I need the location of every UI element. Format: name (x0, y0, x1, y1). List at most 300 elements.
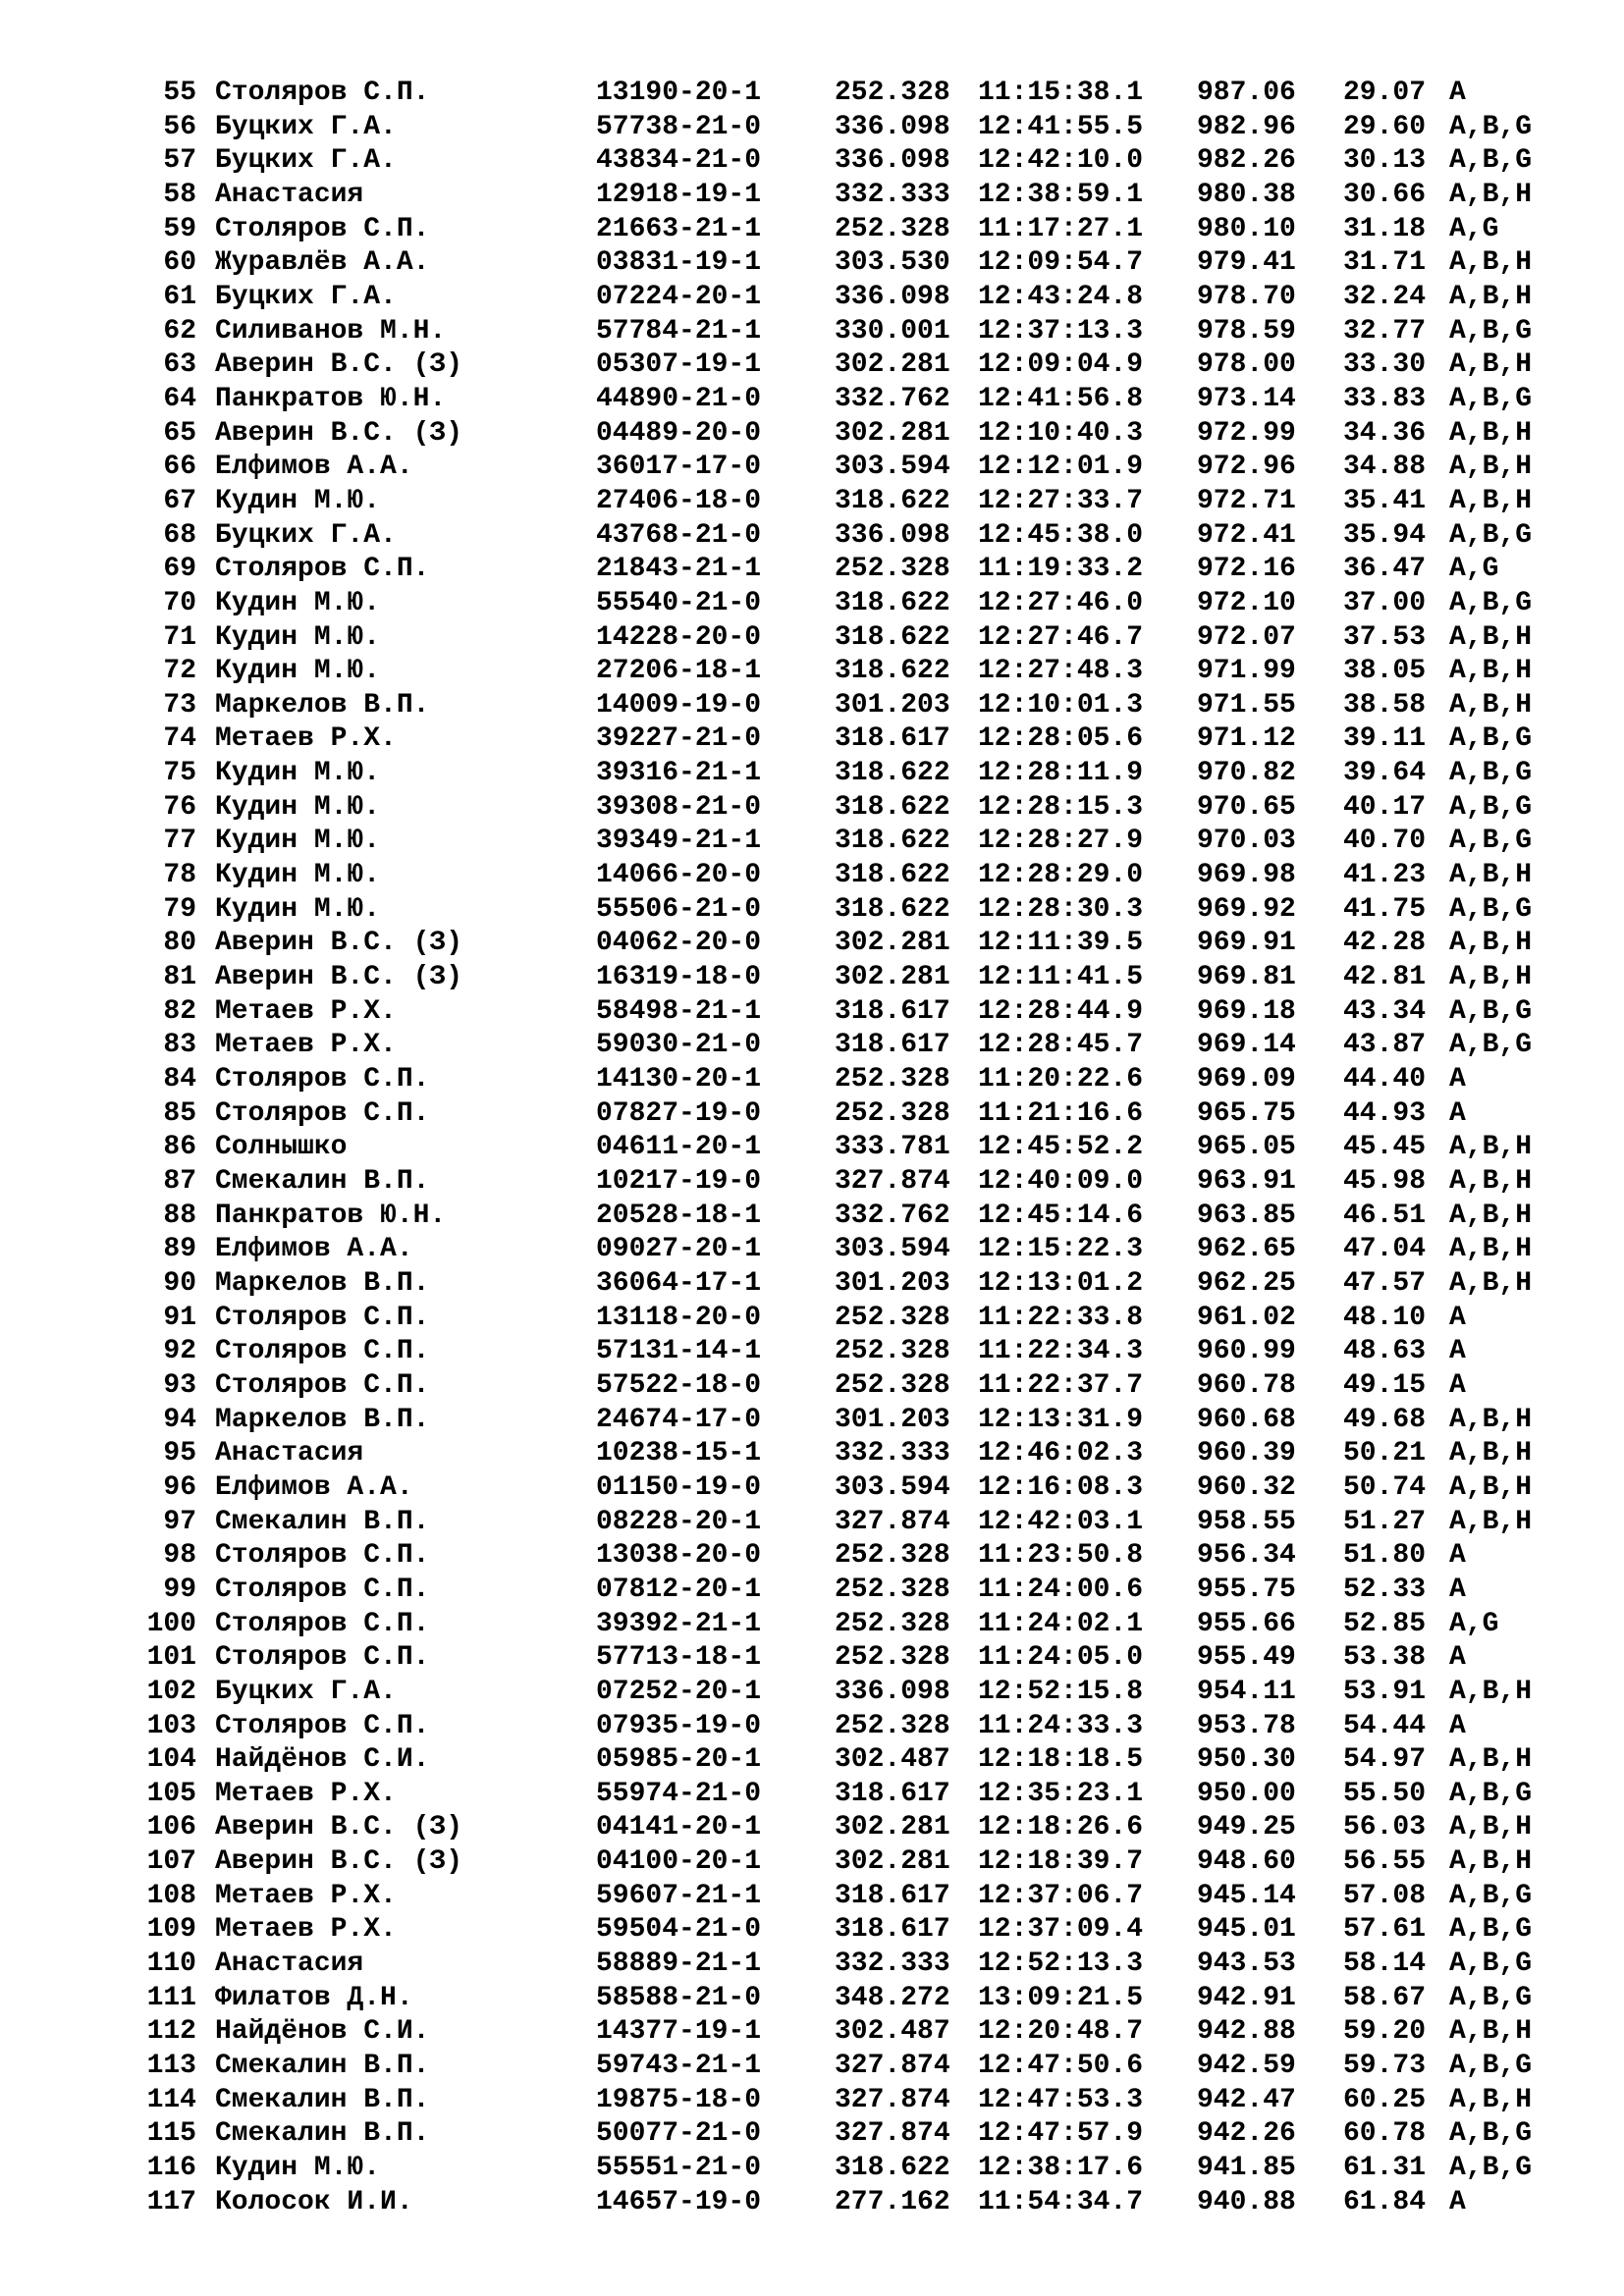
arrival-time: 12:12:01.9 (978, 452, 1144, 483)
points: 38.58 (1343, 689, 1427, 721)
ring-number: 14009-19-0 (596, 689, 762, 721)
ring-number: 04100-20-1 (596, 1846, 762, 1878)
speed: 949.25 (1197, 1812, 1296, 1843)
fancier-name: Смекалин В.П. (215, 2051, 430, 2082)
table-row (0, 722, 1624, 757)
fancier-name: Кудин М.Ю. (215, 791, 381, 823)
results-table (0, 77, 1624, 2219)
arrival-time: 12:45:38.0 (978, 519, 1144, 551)
categories: A,B,H (1449, 247, 1533, 279)
fancier-name: Буцких Г.А. (215, 1676, 397, 1707)
categories: A,B,G (1449, 826, 1533, 857)
categories: A,B,H (1449, 962, 1533, 993)
categories: A (1449, 78, 1466, 108)
fancier-name: Анастасия (215, 1438, 364, 1469)
ring-number: 57738-21-0 (596, 111, 762, 142)
categories: A,B,H (1449, 1404, 1533, 1435)
points: 50.74 (1343, 1471, 1427, 1503)
distance: 318.617 (835, 1778, 950, 1809)
arrival-time: 12:20:48.7 (978, 2016, 1144, 2048)
points: 43.87 (1343, 1030, 1427, 1061)
table-row (0, 1404, 1624, 1438)
speed: 970.03 (1197, 826, 1296, 857)
place-number: 77 (163, 826, 196, 857)
distance: 318.622 (835, 791, 950, 823)
place-number: 59 (163, 213, 196, 244)
categories: A (1449, 1642, 1466, 1674)
speed: 987.06 (1197, 78, 1296, 108)
ring-number: 07252-20-1 (596, 1676, 762, 1707)
arrival-time: 12:46:02.3 (978, 1438, 1144, 1469)
distance: 277.162 (835, 2186, 950, 2217)
categories: A (1449, 1369, 1466, 1401)
points: 50.21 (1343, 1438, 1427, 1469)
fancier-name: Кудин М.Ю. (215, 587, 381, 618)
arrival-time: 11:24:00.6 (978, 1574, 1144, 1605)
categories: A,G (1449, 554, 1499, 585)
distance: 318.617 (835, 1880, 950, 1911)
points: 31.71 (1343, 247, 1427, 279)
categories: A,B,G (1449, 1030, 1533, 1061)
fancier-name: Аверин В.С. (З) (215, 962, 463, 993)
table-row (0, 587, 1624, 621)
speed: 961.02 (1197, 1302, 1296, 1333)
table-row (0, 417, 1624, 452)
ring-number: 19875-18-0 (596, 2084, 762, 2115)
table-row (0, 383, 1624, 417)
table-row (0, 1302, 1624, 1336)
ring-number: 14130-20-1 (596, 1064, 762, 1095)
speed: 942.88 (1197, 2016, 1296, 2048)
arrival-time: 12:42:10.0 (978, 145, 1144, 177)
place-number: 114 (146, 2084, 196, 2115)
table-row (0, 1948, 1624, 1982)
fancier-name: Филатов Д.Н. (215, 1982, 413, 2013)
speed: 971.55 (1197, 689, 1296, 721)
categories: A,B,H (1449, 349, 1533, 381)
fancier-name: Столяров С.П. (215, 1097, 430, 1129)
place-number: 112 (146, 2016, 196, 2048)
place-number: 57 (163, 145, 196, 177)
speed: 962.25 (1197, 1267, 1296, 1299)
ring-number: 04141-20-1 (596, 1812, 762, 1843)
place-number: 75 (163, 758, 196, 789)
place-number: 64 (163, 383, 196, 414)
table-row (0, 1778, 1624, 1812)
distance: 303.594 (835, 1234, 950, 1265)
categories: A,B,H (1449, 1812, 1533, 1843)
fancier-name: Смекалин В.П. (215, 2084, 430, 2115)
fancier-name: Столяров С.П. (215, 1574, 430, 1605)
arrival-time: 12:37:06.7 (978, 1880, 1144, 1911)
place-number: 103 (146, 1710, 196, 1741)
ring-number: 39308-21-0 (596, 791, 762, 823)
fancier-name: Метаев Р.Х. (215, 1030, 397, 1061)
speed: 942.91 (1197, 1982, 1296, 2013)
ring-number: 36017-17-0 (596, 452, 762, 483)
distance: 301.203 (835, 1404, 950, 1435)
arrival-time: 11:54:34.7 (978, 2186, 1144, 2217)
ring-number: 04489-20-0 (596, 417, 762, 449)
points: 47.57 (1343, 1267, 1427, 1299)
arrival-time: 12:47:53.3 (978, 2084, 1144, 2115)
place-number: 102 (146, 1676, 196, 1707)
speed: 963.85 (1197, 1200, 1296, 1231)
categories: A,B,H (1449, 1846, 1533, 1878)
categories: A,G (1449, 213, 1499, 244)
distance: 252.328 (835, 213, 950, 244)
distance: 318.622 (835, 485, 950, 516)
distance: 336.098 (835, 519, 950, 551)
ring-number: 14657-19-0 (596, 2186, 762, 2217)
place-number: 61 (163, 281, 196, 312)
arrival-time: 12:28:45.7 (978, 1030, 1144, 1061)
points: 39.11 (1343, 723, 1427, 755)
fancier-name: Метаев Р.Х. (215, 995, 397, 1027)
categories: A,B,H (1449, 2016, 1533, 2048)
speed: 972.96 (1197, 452, 1296, 483)
distance: 302.487 (835, 2016, 950, 2048)
place-number: 108 (146, 1880, 196, 1911)
speed: 963.91 (1197, 1166, 1296, 1197)
speed: 978.59 (1197, 315, 1296, 347)
categories: A,B,H (1449, 1471, 1533, 1503)
categories: A,B,G (1449, 1914, 1533, 1946)
fancier-name: Маркелов В.П. (215, 1267, 430, 1299)
place-number: 68 (163, 519, 196, 551)
table-row (0, 655, 1624, 689)
arrival-time: 12:41:56.8 (978, 383, 1144, 414)
table-row (0, 144, 1624, 179)
speed: 973.14 (1197, 383, 1296, 414)
table-row (0, 1200, 1624, 1234)
arrival-time: 12:37:13.3 (978, 315, 1144, 347)
table-row (0, 2050, 1624, 2084)
categories: A,B,G (1449, 315, 1533, 347)
points: 33.30 (1343, 349, 1427, 381)
ring-number: 04062-20-0 (596, 928, 762, 959)
place-number: 70 (163, 587, 196, 618)
points: 32.24 (1343, 281, 1427, 312)
distance: 327.874 (835, 2084, 950, 2115)
categories: A,B,H (1449, 928, 1533, 959)
points: 33.83 (1343, 383, 1427, 414)
table-row (0, 1676, 1624, 1710)
table-row (0, 246, 1624, 281)
distance: 302.281 (835, 1846, 950, 1878)
speed: 965.05 (1197, 1132, 1296, 1163)
speed: 971.99 (1197, 656, 1296, 687)
speed: 958.55 (1197, 1506, 1296, 1537)
place-number: 117 (146, 2186, 196, 2217)
table-row (0, 825, 1624, 859)
place-number: 101 (146, 1642, 196, 1674)
speed: 948.60 (1197, 1846, 1296, 1878)
table-row (0, 791, 1624, 826)
table-row (0, 893, 1624, 928)
ring-number: 59607-21-1 (596, 1880, 762, 1911)
distance: 318.622 (835, 656, 950, 687)
distance: 332.762 (835, 383, 950, 414)
ring-number: 08228-20-1 (596, 1506, 762, 1537)
table-row (0, 1539, 1624, 1574)
arrival-time: 12:09:54.7 (978, 247, 1144, 279)
points: 53.91 (1343, 1676, 1427, 1707)
place-number: 85 (163, 1097, 196, 1129)
place-number: 81 (163, 962, 196, 993)
categories: A,B,H (1449, 452, 1533, 483)
ring-number: 58588-21-0 (596, 1982, 762, 2013)
points: 56.03 (1343, 1812, 1427, 1843)
place-number: 110 (146, 1949, 196, 1980)
ring-number: 03831-19-1 (596, 247, 762, 279)
distance: 252.328 (835, 1064, 950, 1095)
points: 59.73 (1343, 2051, 1427, 2082)
points: 40.70 (1343, 826, 1427, 857)
distance: 318.622 (835, 621, 950, 653)
place-number: 58 (163, 179, 196, 210)
categories: A,B,H (1449, 179, 1533, 210)
table-row (0, 689, 1624, 723)
distance: 252.328 (835, 1369, 950, 1401)
distance: 302.281 (835, 349, 950, 381)
categories: A (1449, 2186, 1466, 2217)
place-number: 98 (163, 1540, 196, 1572)
ring-number: 59504-21-0 (596, 1914, 762, 1946)
table-row (0, 1641, 1624, 1676)
ring-number: 21843-21-1 (596, 554, 762, 585)
distance: 318.622 (835, 2153, 950, 2184)
points: 31.18 (1343, 213, 1427, 244)
speed: 969.92 (1197, 893, 1296, 925)
fancier-name: Кудин М.Ю. (215, 621, 381, 653)
ring-number: 05985-20-1 (596, 1744, 762, 1776)
ring-number: 07935-19-0 (596, 1710, 762, 1741)
speed: 972.41 (1197, 519, 1296, 551)
distance: 252.328 (835, 1710, 950, 1741)
arrival-time: 12:16:08.3 (978, 1471, 1144, 1503)
arrival-time: 12:18:26.6 (978, 1812, 1144, 1843)
speed: 942.26 (1197, 2118, 1296, 2150)
ring-number: 55974-21-0 (596, 1778, 762, 1809)
ring-number: 16319-18-0 (596, 962, 762, 993)
arrival-time: 12:27:33.7 (978, 485, 1144, 516)
arrival-time: 12:38:59.1 (978, 179, 1144, 210)
table-row (0, 1471, 1624, 1506)
fancier-name: Аверин В.С. (З) (215, 1812, 463, 1843)
arrival-time: 12:40:09.0 (978, 1166, 1144, 1197)
categories: A (1449, 1540, 1466, 1572)
distance: 327.874 (835, 1166, 950, 1197)
distance: 301.203 (835, 689, 950, 721)
ring-number: 55551-21-0 (596, 2153, 762, 2184)
table-row (0, 315, 1624, 349)
distance: 318.622 (835, 893, 950, 925)
distance: 252.328 (835, 1336, 950, 1367)
speed: 955.49 (1197, 1642, 1296, 1674)
points: 34.36 (1343, 417, 1427, 449)
fancier-name: Столяров С.П. (215, 78, 430, 108)
place-number: 76 (163, 791, 196, 823)
fancier-name: Кудин М.Ю. (215, 893, 381, 925)
fancier-name: Маркелов В.П. (215, 689, 430, 721)
speed: 970.65 (1197, 791, 1296, 823)
points: 41.23 (1343, 860, 1427, 891)
fancier-name: Кудин М.Ю. (215, 2153, 381, 2184)
fancier-name: Елфимов А.А. (215, 1234, 413, 1265)
categories: A,B,G (1449, 2051, 1533, 2082)
place-number: 73 (163, 689, 196, 721)
points: 45.45 (1343, 1132, 1427, 1163)
distance: 332.762 (835, 1200, 950, 1231)
points: 55.50 (1343, 1778, 1427, 1809)
table-row (0, 1506, 1624, 1540)
table-row (0, 859, 1624, 893)
points: 44.40 (1343, 1064, 1427, 1095)
arrival-time: 12:11:39.5 (978, 928, 1144, 959)
fancier-name: Елфимов А.А. (215, 452, 413, 483)
points: 58.67 (1343, 1982, 1427, 2013)
fancier-name: Найдёнов С.И. (215, 2016, 430, 2048)
table-row (0, 519, 1624, 554)
table-row (0, 927, 1624, 961)
speed: 972.10 (1197, 587, 1296, 618)
fancier-name: Смекалин В.П. (215, 1506, 430, 1537)
arrival-time: 12:45:52.2 (978, 1132, 1144, 1163)
arrival-time: 12:28:05.6 (978, 723, 1144, 755)
speed: 943.53 (1197, 1949, 1296, 1980)
distance: 318.622 (835, 758, 950, 789)
ring-number: 57784-21-1 (596, 315, 762, 347)
fancier-name: Анастасия (215, 1949, 364, 1980)
ring-number: 05307-19-1 (596, 349, 762, 381)
speed: 972.07 (1197, 621, 1296, 653)
ring-number: 14377-19-1 (596, 2016, 762, 2048)
fancier-name: Панкратов Ю.Н. (215, 1200, 447, 1231)
categories: A (1449, 1336, 1466, 1367)
place-number: 115 (146, 2118, 196, 2150)
speed: 971.12 (1197, 723, 1296, 755)
speed: 969.81 (1197, 962, 1296, 993)
speed: 955.66 (1197, 1608, 1296, 1639)
points: 48.63 (1343, 1336, 1427, 1367)
fancier-name: Буцких Г.А. (215, 519, 397, 551)
distance: 252.328 (835, 1574, 950, 1605)
points: 49.68 (1343, 1404, 1427, 1435)
points: 29.07 (1343, 78, 1427, 108)
ring-number: 21663-21-1 (596, 213, 762, 244)
place-number: 94 (163, 1404, 196, 1435)
arrival-time: 12:43:24.8 (978, 281, 1144, 312)
speed: 978.00 (1197, 349, 1296, 381)
fancier-name: Столяров С.П. (215, 1540, 430, 1572)
points: 39.64 (1343, 758, 1427, 789)
distance: 301.203 (835, 1267, 950, 1299)
table-row (0, 1369, 1624, 1404)
categories: A,B,G (1449, 519, 1533, 551)
arrival-time: 11:15:38.1 (978, 78, 1144, 108)
arrival-time: 11:22:37.7 (978, 1369, 1144, 1401)
ring-number: 39227-21-0 (596, 723, 762, 755)
distance: 252.328 (835, 78, 950, 108)
speed: 960.99 (1197, 1336, 1296, 1367)
arrival-time: 11:24:05.0 (978, 1642, 1144, 1674)
distance: 302.281 (835, 417, 950, 449)
table-row (0, 1335, 1624, 1369)
categories: A,B,G (1449, 995, 1533, 1027)
place-number: 87 (163, 1166, 196, 1197)
place-number: 105 (146, 1778, 196, 1809)
distance: 332.333 (835, 1438, 950, 1469)
speed: 960.32 (1197, 1471, 1296, 1503)
distance: 252.328 (835, 1540, 950, 1572)
speed: 972.71 (1197, 485, 1296, 516)
distance: 327.874 (835, 2118, 950, 2150)
fancier-name: Буцких Г.А. (215, 145, 397, 177)
table-row (0, 1097, 1624, 1132)
points: 29.60 (1343, 111, 1427, 142)
ring-number: 12918-19-1 (596, 179, 762, 210)
table-row (0, 2186, 1624, 2220)
points: 32.77 (1343, 315, 1427, 347)
categories: A,B,H (1449, 689, 1533, 721)
ring-number: 14066-20-0 (596, 860, 762, 891)
place-number: 78 (163, 860, 196, 891)
points: 48.10 (1343, 1302, 1427, 1333)
categories: A,B,G (1449, 383, 1533, 414)
arrival-time: 11:21:16.6 (978, 1097, 1144, 1129)
ring-number: 43768-21-0 (596, 519, 762, 551)
arrival-time: 11:20:22.6 (978, 1064, 1144, 1095)
ring-number: 20528-18-1 (596, 1200, 762, 1231)
categories: A,B,H (1449, 1438, 1533, 1469)
distance: 302.281 (835, 962, 950, 993)
arrival-time: 11:24:33.3 (978, 1710, 1144, 1741)
speed: 972.99 (1197, 417, 1296, 449)
speed: 953.78 (1197, 1710, 1296, 1741)
fancier-name: Смекалин В.П. (215, 1166, 430, 1197)
categories: A,B,G (1449, 587, 1533, 618)
distance: 302.281 (835, 1812, 950, 1843)
arrival-time: 12:28:44.9 (978, 995, 1144, 1027)
place-number: 109 (146, 1914, 196, 1946)
table-row (0, 2117, 1624, 2152)
arrival-time: 12:11:41.5 (978, 962, 1144, 993)
place-number: 86 (163, 1132, 196, 1163)
distance: 318.617 (835, 723, 950, 755)
points: 51.80 (1343, 1540, 1427, 1572)
table-row (0, 485, 1624, 519)
ring-number: 07827-19-0 (596, 1097, 762, 1129)
points: 47.04 (1343, 1234, 1427, 1265)
points: 53.38 (1343, 1642, 1427, 1674)
points: 61.31 (1343, 2153, 1427, 2184)
speed: 960.68 (1197, 1404, 1296, 1435)
speed: 960.78 (1197, 1369, 1296, 1401)
arrival-time: 12:15:22.3 (978, 1234, 1144, 1265)
distance: 336.098 (835, 145, 950, 177)
categories: A (1449, 1302, 1466, 1333)
distance: 252.328 (835, 554, 950, 585)
distance: 252.328 (835, 1302, 950, 1333)
speed: 962.65 (1197, 1234, 1296, 1265)
ring-number: 57131-14-1 (596, 1336, 762, 1367)
ring-number: 27206-18-1 (596, 656, 762, 687)
fancier-name: Столяров С.П. (215, 1710, 430, 1741)
fancier-name: Метаев Р.Х. (215, 1914, 397, 1946)
place-number: 104 (146, 1744, 196, 1776)
speed: 942.47 (1197, 2084, 1296, 2115)
